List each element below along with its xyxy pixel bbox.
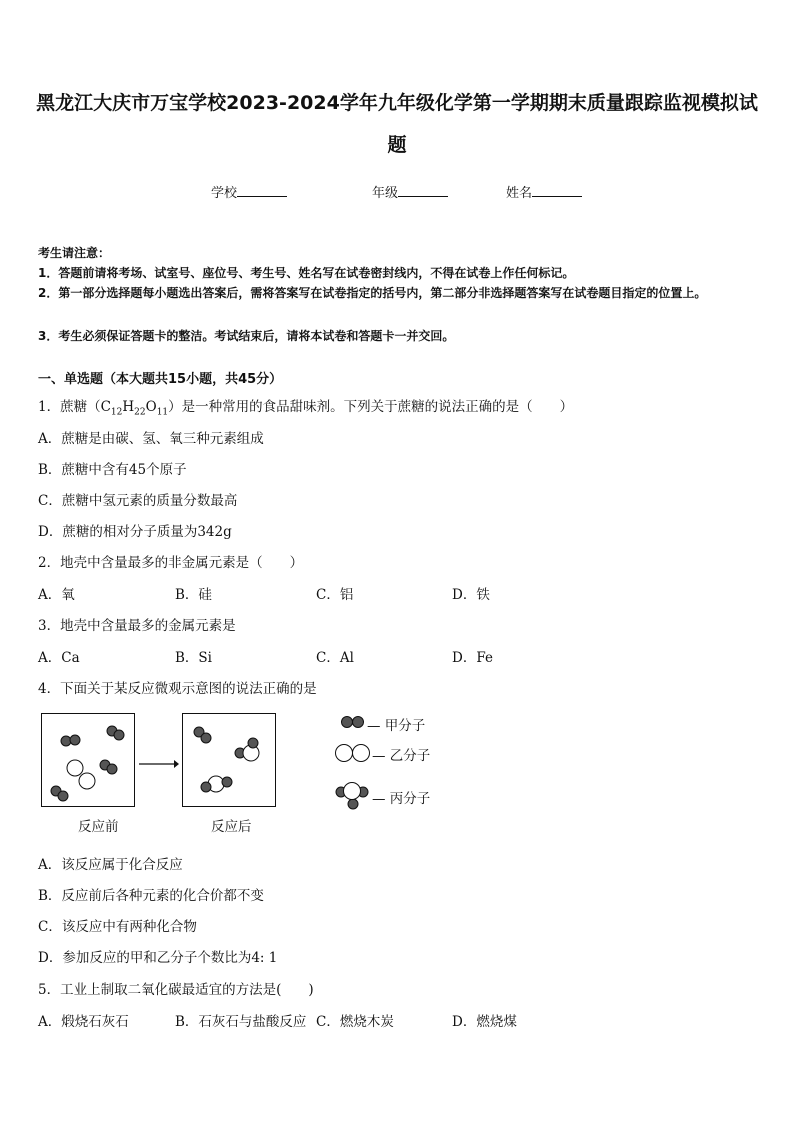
q2-option-d: D．铁	[452, 587, 490, 603]
reaction-arrow	[138, 757, 180, 771]
notice-item-3: 3．考生必须保证答题卡的整洁。考试结束后，请将本试卷和答题卡一并交回。	[38, 329, 455, 343]
after-reaction-box	[182, 713, 276, 807]
name-field	[506, 182, 582, 201]
before-label: 反应前	[78, 819, 119, 835]
legend-jia: — 甲分子	[367, 718, 426, 734]
q1-option-c: C．蔗糖中氢元素的质量分数最高	[38, 493, 238, 509]
page-title-line1: 黑龙江大庆市万宝学校2023-2024学年九年级化学第一学期期末质量跟踪监视模拟试	[36, 92, 758, 114]
school-field	[211, 182, 287, 201]
q2-option-a: A．氧	[38, 587, 75, 603]
notice-item-1: 1．答题前请将考场、试室号、座位号、考生号、姓名写在试卷密封线内，不得在试卷上作任何标记。	[38, 266, 575, 280]
q5-option-c: C．燃烧木炭	[316, 1014, 394, 1030]
name-blank	[532, 183, 582, 197]
q1-option-b: B．蔗糖中含有45个原子	[38, 462, 187, 478]
q4-option-b: B．反应前后各种元素的化合价都不变	[38, 888, 264, 904]
school-blank	[237, 183, 287, 197]
grade-field	[372, 182, 448, 201]
page-title-line2: 题	[387, 134, 407, 156]
q4-option-a: A．该反应属于化合反应	[38, 857, 183, 873]
bing-molecule-icon	[333, 778, 373, 812]
section-heading: 一、单选题（本大题共15小题，共45分）	[38, 372, 283, 387]
yi-molecule-icon	[333, 741, 373, 765]
after-label: 反应后	[211, 819, 252, 835]
question-5-stem: 5．工业上制取二氧化碳最适宜的方法是( )	[38, 982, 314, 998]
after-molecules	[183, 714, 275, 806]
notice-item-2: 2．第一部分选择题每小题选出答案后，需将答案写在试卷指定的括号内，第二部分非选择题答案写在试卷题目指定的位置上。	[38, 286, 707, 300]
grade-label: 年级	[372, 186, 399, 201]
jia-molecule-icon	[338, 713, 370, 731]
q3-option-b: B．Si	[175, 650, 212, 666]
question-4-stem: 4．下面关于某反应微观示意图的说法正确的是	[38, 681, 317, 697]
before-reaction-box	[41, 713, 135, 807]
question-1-stem: 1．蔗糖$(C_{12}H_{22}O_{11})$是一种常用的食品甜味剂。下列关于蔗糖的说法正确的是（ ）	[38, 399, 574, 418]
q5-option-a: A．煅烧石灰石	[38, 1014, 129, 1030]
q3-option-d: D．Fe	[452, 650, 493, 666]
q2-option-b: B．硅	[175, 587, 212, 603]
q5-option-b: B．石灰石与盐酸反应	[175, 1014, 307, 1030]
question-3-stem: 3．地壳中含量最多的金属元素是	[38, 618, 236, 634]
legend-yi: — 乙分子	[372, 748, 431, 764]
q3-option-a: A．Ca	[38, 650, 80, 666]
before-molecules	[42, 714, 134, 806]
q5-option-d: D．燃烧煤	[452, 1014, 517, 1030]
q1-option-d: D．蔗糖的相对分子质量为342g	[38, 524, 232, 540]
q2-option-c: C．铝	[316, 587, 354, 603]
grade-blank	[398, 183, 448, 197]
q3-option-c: C．Al	[316, 650, 354, 666]
question-2-stem: 2．地壳中含量最多的非金属元素是（ ）	[38, 555, 304, 571]
q4-option-c: C．该反应中有两种化合物	[38, 919, 197, 935]
q1-option-a: A．蔗糖是由碳、氢、氧三种元素组成	[38, 431, 264, 447]
name-label: 姓名	[506, 186, 533, 201]
q4-option-d: D．参加反应的甲和乙分子个数比为4: 1	[38, 950, 278, 966]
notice-heading: 考生请注意：	[38, 246, 111, 260]
school-label: 学校	[211, 186, 238, 201]
legend-bing: — 丙分子	[372, 791, 431, 807]
